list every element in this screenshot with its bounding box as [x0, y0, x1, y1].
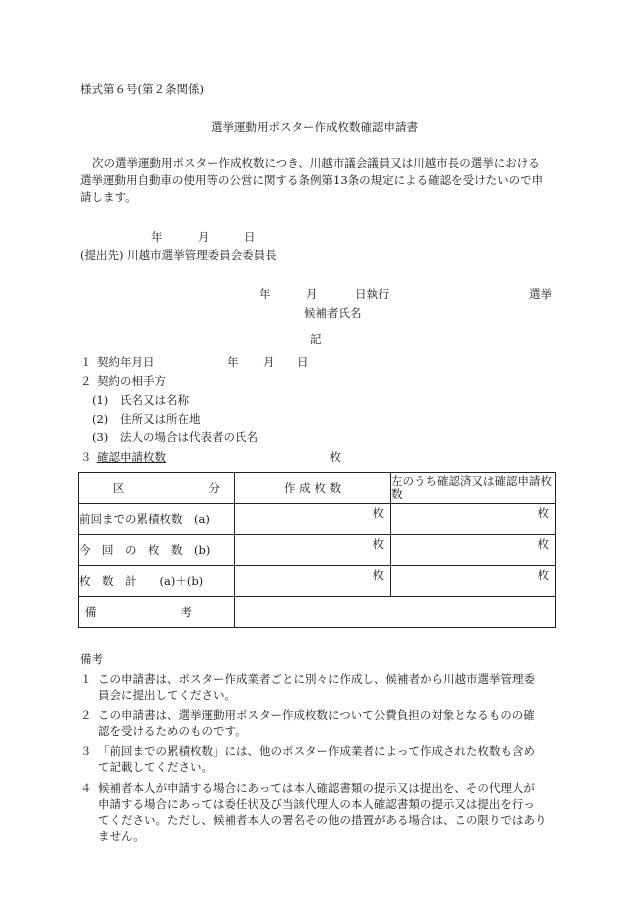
note-num: ４ [80, 781, 92, 795]
header-category-1: 区 [113, 481, 125, 495]
item2-num: ２ [80, 374, 92, 388]
cell-confirmed-a[interactable] [391, 504, 556, 535]
note-line: 員会に提出してください。 [98, 688, 236, 702]
note-item-2 [80, 707, 535, 739]
header-category-2: 分 [208, 481, 220, 495]
cell-confirmed-b[interactable] [391, 535, 556, 566]
header-confirmed: 左のうち確認済又は確認申請枚数 [391, 473, 556, 504]
table-row [79, 504, 556, 535]
cell-confirmed-total[interactable] [391, 566, 556, 597]
row-label-a: 前回までの累積枚数 (a) [79, 504, 235, 535]
item2-label: 契約の相手方 [97, 374, 166, 388]
item3-unit: 枚 [329, 450, 341, 464]
table-row [79, 566, 556, 597]
remarks-label-1: 備 [85, 605, 97, 619]
remarks-label [79, 597, 235, 628]
sub1-num: (1) [92, 393, 109, 407]
header-created: 作 成 枚 数 [235, 473, 391, 504]
sub2-num: (2) [92, 412, 109, 426]
election-year: 年 [259, 287, 271, 301]
document-title: 選挙運動用ポスター作成枚数確認申請書 [211, 120, 418, 134]
ki-heading: 記 [310, 332, 322, 346]
sub2-label: 住所又は所在地 [120, 412, 201, 426]
table-row [79, 535, 556, 566]
cell-created-b[interactable] [235, 535, 391, 566]
unit: 枚 [537, 537, 549, 551]
note-line: ません。 [98, 829, 145, 843]
sub3-num: (3) [92, 430, 109, 444]
row-label-b: 今 回 の 枚 数 (b) [79, 535, 235, 566]
notes-heading: 備考 [80, 652, 103, 666]
unit: 枚 [372, 506, 384, 520]
item1-num: １ [80, 355, 92, 369]
election-day-exec: 日執行 [355, 287, 390, 301]
item1-month: 月 [263, 355, 275, 369]
note-item-3 [80, 743, 535, 775]
remarks-label-2: 考 [180, 605, 192, 619]
unit: 枚 [537, 506, 549, 520]
intro-line-2: 選挙運動用自動車の使用等の公営に関する条例第13条の規定による確認を受けたいので申 [80, 173, 544, 187]
note-num: ２ [80, 708, 92, 722]
note-num: １ [80, 672, 92, 686]
note-line: 認を受けるためのものです。 [98, 724, 247, 738]
sub1-label: 氏名又は名称 [120, 393, 189, 407]
date-day: 日 [244, 230, 256, 244]
table-row-remarks [79, 597, 556, 628]
unit: 枚 [372, 537, 384, 551]
note-line: 申請する場合にあっては委任状及び当該代理人の本人確認書類の提示又は提出を行っ [98, 797, 535, 811]
form-number: 様式第６号(第２条関係) [80, 82, 204, 96]
cell-created-total[interactable] [235, 566, 391, 597]
item1-label: 契約年月日 [97, 355, 155, 369]
item1-year: 年 [227, 355, 239, 369]
election-type: 選挙 [529, 287, 552, 301]
item1-day: 日 [297, 355, 309, 369]
date-year: 年 [151, 230, 163, 244]
note-line: この申請書は、ポスター作成業者ごとに別々に作成し、候補者から川越市選挙管理委 [98, 672, 535, 686]
election-month: 月 [306, 287, 318, 301]
note-item-4 [80, 780, 547, 844]
note-item-1 [80, 671, 535, 703]
note-line: 「前回までの累積枚数」には、他のポスター作成業者によって作成された枚数も含め [98, 744, 535, 758]
note-line: て記載してください。 [98, 760, 213, 774]
header-category [79, 473, 235, 504]
cell-created-a[interactable] [235, 504, 391, 535]
note-num: ３ [80, 744, 92, 758]
note-line: てください。ただし、候補者本人の署名その他の措置がある場合は、この限りではあり [98, 813, 547, 827]
date-month: 月 [198, 230, 210, 244]
addressee: (提出先) 川越市選挙管理委員会委員長 [80, 248, 277, 262]
item3-field [97, 450, 341, 465]
sub3-label: 法人の場合は代表者の氏名 [120, 430, 258, 444]
item3-num: ３ [80, 450, 92, 464]
candidate-name-label: 候補者氏名 [304, 306, 362, 320]
item3-label: 確認申請枚数 [97, 450, 166, 464]
table-header-row [79, 473, 556, 504]
unit: 枚 [372, 568, 384, 582]
count-table [78, 472, 556, 628]
note-line: 候補者本人が申請する場合にあっては本人確認書類の提示又は提出を、その代理人が [98, 781, 535, 795]
intro-line-1: 次の選挙運動用ポスター作成枚数につき、川越市議会議員又は川越市長の選挙における [92, 156, 540, 170]
note-line: この申請書は、選挙運動用ポスター作成枚数について公費負担の対象となるものの確 [98, 708, 535, 722]
intro-line-3: 請します。 [80, 190, 137, 204]
row-label-total: 枚 数 計 (a)＋(b) [79, 566, 235, 597]
unit: 枚 [537, 568, 549, 582]
remarks-cell[interactable] [235, 597, 556, 628]
